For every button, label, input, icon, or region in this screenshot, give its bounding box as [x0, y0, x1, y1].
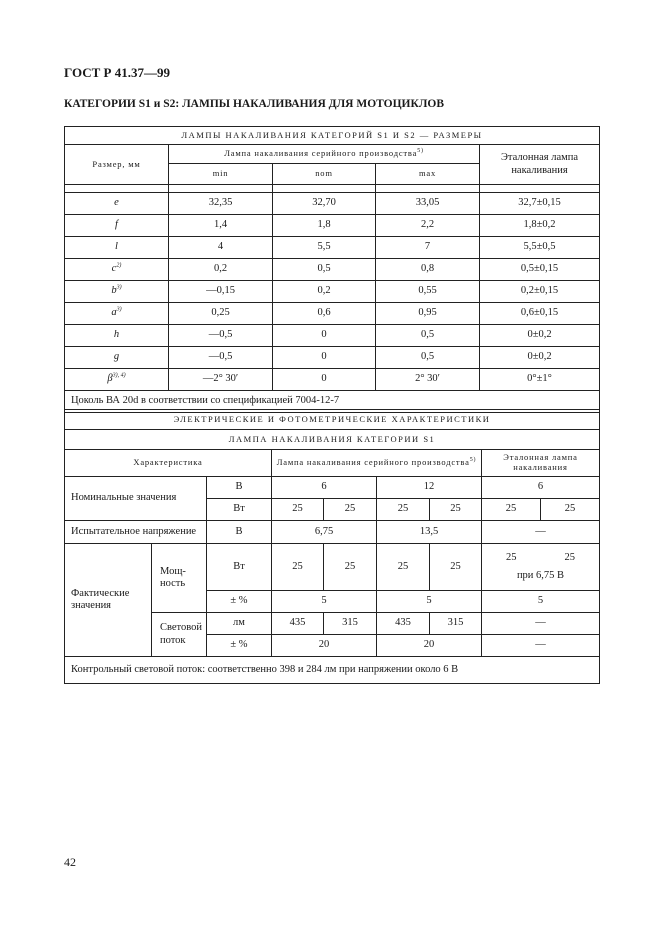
dimension-ref: 32,7±0,15 — [480, 193, 600, 215]
dimension-nom: 0,5 — [273, 259, 376, 281]
electrical-subtitle: ЛАМПА НАКАЛИВАНИЯ КАТЕГОРИИ S1 — [65, 430, 600, 450]
dimension-name: f — [65, 215, 169, 237]
power-w: 25 — [377, 544, 430, 591]
flux-lm: 435 — [377, 613, 430, 635]
nominal-w: 25 — [272, 499, 324, 521]
dimension-min: 1,4 — [169, 215, 273, 237]
dimension-max: 7 — [376, 237, 480, 259]
tolerance-unit: ± % — [207, 591, 272, 613]
col-max-header: max — [376, 164, 480, 185]
flux-lm: — — [482, 613, 600, 635]
dimension-min: —0,5 — [169, 325, 273, 347]
flux-tol: 20 — [272, 635, 377, 657]
col-reference-header: Эталонная лампа накаливания — [482, 450, 600, 477]
nominal-w: 25 — [482, 499, 541, 521]
col-size-header: Размер, мм — [65, 145, 169, 185]
col-nom-header: nom — [273, 164, 376, 185]
test-v-12: 13,5 — [377, 521, 482, 544]
dimension-max: 0,5 — [376, 325, 480, 347]
nominal-v-12: 12 — [377, 477, 482, 499]
flux-unit: лм — [207, 613, 272, 635]
dimension-name: $b^{3)}$ — [65, 281, 169, 303]
dimension-ref: 5,5±0,5 — [480, 237, 600, 259]
dimension-nom: 0 — [273, 347, 376, 369]
power-w: 25 — [272, 544, 324, 591]
dimension-name: g — [65, 347, 169, 369]
dimension-max: 0,95 — [376, 303, 480, 325]
power-tol: 5 — [272, 591, 377, 613]
page-number: 42 — [64, 855, 76, 869]
dimension-nom: 0 — [273, 369, 376, 391]
dimension-min: —2° 30′ — [169, 369, 273, 391]
dimension-min: 32,35 — [169, 193, 273, 215]
nominal-v-ref: 6 — [482, 477, 600, 499]
dimension-nom: 0,6 — [273, 303, 376, 325]
tolerance-unit: ± % — [207, 635, 272, 657]
unit-watt: Вт — [207, 499, 272, 521]
dimension-row — [65, 215, 600, 237]
col-serial-header: Лампа накаливания серийного производства$^{5)}$ — [169, 145, 480, 164]
power-tol: 5 — [482, 591, 600, 613]
test-voltage-label: Испытательное напряжение — [65, 521, 207, 544]
power-label: Мощ-ность — [152, 544, 207, 613]
dimensions-title: ЛАМПЫ НАКАЛИВАНИЯ КАТЕГОРИЙ S1 И S2 — РАЗМЕРЫ — [65, 127, 600, 145]
dimension-name: l — [65, 237, 169, 259]
dimension-row — [65, 347, 600, 369]
dimension-name: e — [65, 193, 169, 215]
col-min-header: min — [169, 164, 273, 185]
dimension-nom: 0 — [273, 325, 376, 347]
dimension-row — [65, 281, 600, 303]
nominal-w: 25 — [430, 499, 482, 521]
electrical-title: ЭЛЕКТРИЧЕСКИЕ И ФОТОМЕТРИЧЕСКИЕ ХАРАКТЕРИСТИКИ — [65, 410, 600, 430]
nominal-w: 25 — [324, 499, 377, 521]
base-note: Цоколь ВА 20d в соответствии со спецификацией 7004-12-7 — [65, 391, 600, 413]
dimension-ref: 0±0,2 — [480, 325, 600, 347]
power-w: 25 — [430, 544, 482, 591]
flux-lm: 315 — [324, 613, 377, 635]
unit-volt: В — [207, 477, 272, 499]
dimension-nom: 5,5 — [273, 237, 376, 259]
dimension-max: 0,8 — [376, 259, 480, 281]
nominal-w: 25 — [541, 499, 600, 521]
nominal-w: 25 — [377, 499, 430, 521]
dimension-name: $a^{3)}$ — [65, 303, 169, 325]
dimension-min: 4 — [169, 237, 273, 259]
power-w: 25 — [324, 544, 377, 591]
col-characteristic-header: Характеристика — [65, 450, 272, 477]
flux-lm: 435 — [272, 613, 324, 635]
dimension-row — [65, 369, 600, 391]
unit-volt: В — [207, 521, 272, 544]
col-serial-header: Лампа накаливания серийного производства$^{5)}$ — [272, 450, 482, 477]
power-reference-cell: 25 25 при 6,75 В — [482, 544, 600, 591]
test-v-ref: — — [482, 521, 600, 544]
dimension-name: $c^{2)}$ — [65, 259, 169, 281]
section-heading: КАТЕГОРИИ S1 и S2: ЛАМПЫ НАКАЛИВАНИЯ ДЛЯ МОТОЦИКЛОВ — [64, 98, 445, 110]
dimension-max: 33,05 — [376, 193, 480, 215]
dimension-ref: 1,8±0,2 — [480, 215, 600, 237]
dimension-name: h — [65, 325, 169, 347]
dimension-max: 2,2 — [376, 215, 480, 237]
dimension-max: 0,5 — [376, 347, 480, 369]
flux-label: Световой поток — [152, 613, 207, 657]
nominal-label: Номинальные значения — [65, 477, 207, 521]
dimension-row — [65, 193, 600, 215]
electrical-table — [64, 409, 600, 684]
dimension-max: 2° 30′ — [376, 369, 480, 391]
dimension-ref: 0,5±0,15 — [480, 259, 600, 281]
power-tol: 5 — [377, 591, 482, 613]
dimension-ref: 0,2±0,15 — [480, 281, 600, 303]
dimension-ref: 0,6±0,15 — [480, 303, 600, 325]
dimension-row — [65, 237, 600, 259]
dimension-nom: 1,8 — [273, 215, 376, 237]
dimension-row — [65, 325, 600, 347]
dimension-nom: 32,70 — [273, 193, 376, 215]
dimension-name: $\beta^{3), 4)}$ — [65, 369, 169, 391]
dimension-max: 0,55 — [376, 281, 480, 303]
flux-tol: — — [482, 635, 600, 657]
col-reference-header: Эталонная лампа накаливания — [480, 145, 600, 185]
dimensions-table — [64, 126, 600, 413]
flux-lm: 315 — [430, 613, 482, 635]
power-reference-note: при 6,75 В — [516, 569, 565, 581]
dimension-min: —0,5 — [169, 347, 273, 369]
test-v-6: 6,75 — [272, 521, 377, 544]
control-note: Контрольный световой поток: соответственно 398 и 284 лм при напряжении около 6 В — [65, 657, 600, 684]
dimension-nom: 0,2 — [273, 281, 376, 303]
actual-values-label: Фактические значения — [65, 544, 152, 657]
standard-number: ГОСТ Р 41.37—99 — [64, 65, 170, 80]
dimension-ref: 0°±1° — [480, 369, 600, 391]
nominal-v-6: 6 — [272, 477, 377, 499]
dimension-row — [65, 303, 600, 325]
dimension-row — [65, 259, 600, 281]
unit-watt: Вт — [207, 544, 272, 591]
dimension-min: —0,15 — [169, 281, 273, 303]
dimension-min: 0,25 — [169, 303, 273, 325]
dimension-min: 0,2 — [169, 259, 273, 281]
dimension-ref: 0±0,2 — [480, 347, 600, 369]
flux-tol: 20 — [377, 635, 482, 657]
